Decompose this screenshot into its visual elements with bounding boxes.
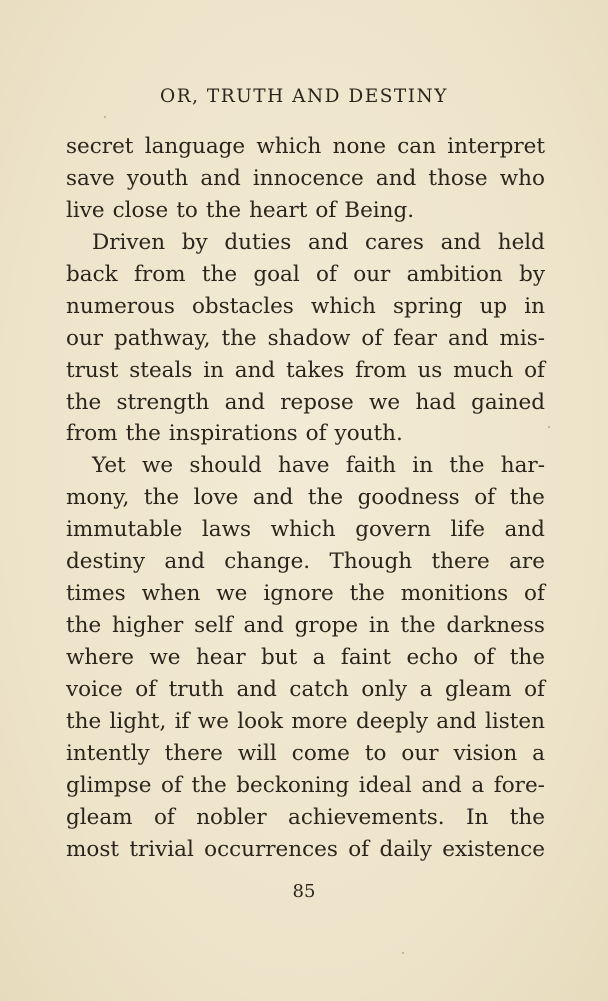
text-line: most trivial occurrences of daily existence — [66, 836, 545, 862]
text-line: from the inspirations of youth. — [66, 421, 403, 447]
text-line: voice of truth and catch only a gleam of — [66, 676, 545, 702]
text-line: secret language which none can interpret — [66, 134, 545, 159]
text-line: back from the goal of our ambition by — [66, 261, 545, 287]
text-line: the strength and repose we had gained — [66, 389, 545, 415]
text-line: intently there will come to our vision a — [66, 740, 545, 766]
paper-speck — [548, 426, 550, 428]
text-line: immutable laws which govern life and — [66, 517, 545, 543]
text-line: Yet we should have faith in the har- — [92, 453, 545, 479]
text-line: live close to the heart of Being. — [66, 197, 415, 223]
text-line: save youth and innocence and those who — [66, 165, 545, 191]
text-line: Driven by duties and cares and held — [92, 229, 545, 255]
text-line: mony, the love and the goodness of the — [66, 485, 545, 511]
paper-speck — [402, 952, 404, 954]
text-line: times when we ignore the monitions of — [66, 581, 545, 607]
text-line: where we hear but a faint echo of the — [66, 645, 545, 670]
paper-speck — [104, 116, 106, 118]
text-line: the light, if we look more deeply and listen — [66, 708, 545, 734]
text-line: our pathway, the shadow of fear and mis- — [66, 325, 545, 351]
text-line: destiny and change. Though there are — [66, 549, 545, 575]
page-number: 85 — [292, 881, 316, 902]
running-head: OR, TRUTH AND DESTINY — [160, 86, 448, 107]
body-text — [66, 131, 545, 866]
text-line: glimpse of the beckoning ideal and a fore- — [66, 772, 545, 798]
text-line: gleam of nobler achievements. In the — [66, 804, 545, 830]
text-line: numerous obstacles which spring up in — [66, 293, 545, 319]
text-line: trust steals in and takes from us much of — [66, 357, 545, 383]
text-line: the higher self and grope in the darkness — [66, 613, 545, 639]
